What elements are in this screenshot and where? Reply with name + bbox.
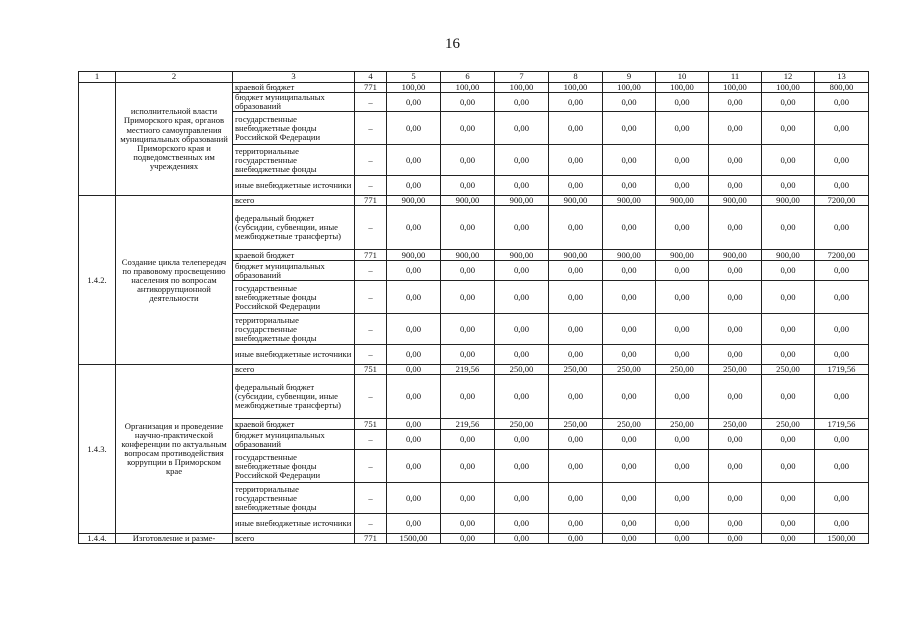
column-header: 3 (233, 72, 355, 83)
amount-cell: 250,00 (709, 419, 762, 430)
amount-cell: 0,00 (709, 483, 762, 514)
amount-cell: 0,00 (709, 345, 762, 365)
amount-cell: 0,00 (387, 375, 441, 419)
admin-code: 771 (355, 83, 387, 93)
table-header-row (79, 72, 869, 83)
funding-source: территориальные государственные внебюджетные фонды (233, 145, 355, 176)
amount-cell: 0,00 (656, 534, 709, 544)
amount-cell: 0,00 (387, 281, 441, 314)
admin-code: – (355, 345, 387, 365)
amount-cell: 0,00 (656, 112, 709, 145)
amount-cell: 900,00 (549, 250, 603, 261)
amount-cell: 0,00 (709, 430, 762, 450)
amount-cell: 250,00 (656, 419, 709, 430)
amount-cell: 0,00 (495, 345, 549, 365)
amount-cell: 0,00 (815, 112, 869, 145)
amount-cell: 0,00 (709, 206, 762, 250)
admin-code: – (355, 514, 387, 534)
amount-cell: 0,00 (549, 345, 603, 365)
column-header: 11 (709, 72, 762, 83)
funding-source: территориальные государственные внебюджетные фонды (233, 314, 355, 345)
funding-source: государственные внебюджетные фонды Российской Федерации (233, 450, 355, 483)
amount-cell: 0,00 (603, 430, 656, 450)
amount-cell: 0,00 (656, 450, 709, 483)
amount-cell: 0,00 (762, 534, 815, 544)
amount-cell: 0,00 (495, 375, 549, 419)
amount-cell: 0,00 (762, 314, 815, 345)
amount-cell: 0,00 (815, 483, 869, 514)
amount-cell: 0,00 (815, 345, 869, 365)
admin-code: – (355, 206, 387, 250)
funding-source: иные внебюджетные источники (233, 176, 355, 196)
amount-cell: 0,00 (815, 450, 869, 483)
admin-code: 771 (355, 534, 387, 544)
amount-cell: 0,00 (495, 261, 549, 281)
amount-cell: 0,00 (441, 261, 495, 281)
amount-cell: 0,00 (603, 281, 656, 314)
amount-cell: 0,00 (656, 145, 709, 176)
item-code: 1.4.2. (79, 196, 116, 365)
amount-cell: 0,00 (815, 314, 869, 345)
admin-code: – (355, 314, 387, 345)
amount-cell: 0,00 (495, 206, 549, 250)
amount-cell: 0,00 (709, 450, 762, 483)
funding-source: иные внебюджетные источники (233, 514, 355, 534)
amount-cell: 0,00 (603, 261, 656, 281)
column-header: 10 (656, 72, 709, 83)
item-title: Изготовление и разме- (116, 534, 233, 544)
admin-code: 751 (355, 365, 387, 375)
funding-source: федеральный бюджет (субсидии, субвенции, иные межбюджетные трансферты) (233, 375, 355, 419)
admin-code: – (355, 261, 387, 281)
amount-cell: 900,00 (709, 196, 762, 206)
admin-code: 771 (355, 196, 387, 206)
amount-cell: 0,00 (815, 375, 869, 419)
budget-table (78, 71, 869, 544)
amount-cell: 0,00 (441, 93, 495, 112)
amount-cell: 0,00 (387, 176, 441, 196)
table-row (79, 534, 869, 544)
amount-cell: 0,00 (441, 483, 495, 514)
amount-cell: 0,00 (656, 93, 709, 112)
amount-cell: 0,00 (603, 206, 656, 250)
amount-cell: 0,00 (762, 430, 815, 450)
amount-cell: 0,00 (709, 514, 762, 534)
table-row (79, 196, 869, 206)
amount-cell: 0,00 (762, 176, 815, 196)
amount-cell: 0,00 (815, 93, 869, 112)
column-header: 2 (116, 72, 233, 83)
amount-cell: 0,00 (387, 206, 441, 250)
admin-code: – (355, 145, 387, 176)
amount-cell: 1500,00 (387, 534, 441, 544)
item-title: Создание цикла телепередач по правовому просвещению населения по вопросам антикоррупционной деятельности (116, 196, 233, 365)
amount-cell: 0,00 (762, 375, 815, 419)
amount-cell: 0,00 (387, 450, 441, 483)
amount-cell: 0,00 (603, 345, 656, 365)
amount-cell: 100,00 (495, 83, 549, 93)
admin-code: – (355, 483, 387, 514)
amount-cell: 0,00 (549, 514, 603, 534)
amount-cell: 900,00 (709, 250, 762, 261)
amount-cell: 0,00 (762, 514, 815, 534)
amount-cell: 7200,00 (815, 250, 869, 261)
amount-cell: 900,00 (656, 250, 709, 261)
amount-cell: 0,00 (387, 483, 441, 514)
amount-cell: 0,00 (762, 206, 815, 250)
amount-cell: 250,00 (603, 365, 656, 375)
amount-cell: 0,00 (549, 450, 603, 483)
amount-cell: 250,00 (549, 419, 603, 430)
amount-cell: 0,00 (549, 483, 603, 514)
amount-cell: 800,00 (815, 83, 869, 93)
amount-cell: 0,00 (495, 112, 549, 145)
amount-cell: 0,00 (709, 314, 762, 345)
page-number: 16 (445, 36, 460, 52)
funding-source: всего (233, 534, 355, 544)
amount-cell: 0,00 (441, 430, 495, 450)
amount-cell: 100,00 (441, 83, 495, 93)
amount-cell: 0,00 (656, 430, 709, 450)
amount-cell: 0,00 (441, 450, 495, 483)
table-row (79, 365, 869, 375)
item-title: Организация и проведение научно-практической конференции по актуальным вопросам противодействия коррупции в Приморском крае (116, 365, 233, 534)
amount-cell: 900,00 (656, 196, 709, 206)
amount-cell: 900,00 (603, 250, 656, 261)
column-header: 5 (387, 72, 441, 83)
funding-source: иные внебюджетные источники (233, 345, 355, 365)
admin-code: – (355, 93, 387, 112)
amount-cell: 0,00 (549, 375, 603, 419)
admin-code: 771 (355, 250, 387, 261)
amount-cell: 0,00 (549, 145, 603, 176)
amount-cell: 0,00 (549, 112, 603, 145)
amount-cell: 0,00 (603, 145, 656, 176)
amount-cell: 0,00 (387, 419, 441, 430)
amount-cell: 0,00 (762, 261, 815, 281)
amount-cell: 1719,56 (815, 419, 869, 430)
amount-cell: 0,00 (495, 430, 549, 450)
amount-cell: 900,00 (762, 196, 815, 206)
amount-cell: 0,00 (656, 314, 709, 345)
amount-cell: 0,00 (603, 514, 656, 534)
funding-source: краевой бюджет (233, 419, 355, 430)
amount-cell: 0,00 (603, 375, 656, 419)
amount-cell: 0,00 (495, 176, 549, 196)
amount-cell: 0,00 (495, 514, 549, 534)
funding-source: краевой бюджет (233, 250, 355, 261)
amount-cell: 0,00 (709, 534, 762, 544)
amount-cell: 0,00 (495, 534, 549, 544)
amount-cell: 900,00 (441, 250, 495, 261)
amount-cell: 0,00 (762, 145, 815, 176)
amount-cell: 0,00 (441, 145, 495, 176)
amount-cell: 0,00 (495, 281, 549, 314)
amount-cell: 0,00 (815, 430, 869, 450)
amount-cell: 0,00 (603, 93, 656, 112)
amount-cell: 0,00 (656, 261, 709, 281)
amount-cell: 900,00 (603, 196, 656, 206)
amount-cell: 0,00 (441, 112, 495, 145)
amount-cell: 250,00 (603, 419, 656, 430)
amount-cell: 0,00 (387, 430, 441, 450)
amount-cell: 0,00 (762, 483, 815, 514)
amount-cell: 0,00 (656, 345, 709, 365)
amount-cell: 0,00 (441, 514, 495, 534)
amount-cell: 0,00 (549, 176, 603, 196)
amount-cell: 250,00 (495, 419, 549, 430)
funding-source: федеральный бюджет (субсидии, субвенции, иные межбюджетные трансферты) (233, 206, 355, 250)
amount-cell: 900,00 (441, 196, 495, 206)
amount-cell: 0,00 (495, 145, 549, 176)
funding-source: краевой бюджет (233, 83, 355, 93)
amount-cell: 0,00 (656, 514, 709, 534)
item-code (79, 83, 116, 196)
amount-cell: 250,00 (656, 365, 709, 375)
amount-cell: 0,00 (603, 534, 656, 544)
amount-cell: 0,00 (387, 514, 441, 534)
amount-cell: 0,00 (441, 534, 495, 544)
amount-cell: 0,00 (815, 261, 869, 281)
amount-cell: 900,00 (762, 250, 815, 261)
amount-cell: 0,00 (441, 206, 495, 250)
amount-cell: 0,00 (495, 314, 549, 345)
amount-cell: 100,00 (762, 83, 815, 93)
amount-cell: 0,00 (549, 93, 603, 112)
item-code: 1.4.3. (79, 365, 116, 534)
amount-cell: 0,00 (815, 145, 869, 176)
admin-code: – (355, 430, 387, 450)
amount-cell: 0,00 (387, 314, 441, 345)
amount-cell: 0,00 (441, 176, 495, 196)
amount-cell: 100,00 (387, 83, 441, 93)
amount-cell: 0,00 (709, 93, 762, 112)
admin-code: – (355, 281, 387, 314)
amount-cell: 0,00 (387, 261, 441, 281)
amount-cell: 219,56 (441, 365, 495, 375)
amount-cell: 0,00 (441, 281, 495, 314)
table-row (79, 83, 869, 93)
funding-source: территориальные государственные внебюджетные фонды (233, 483, 355, 514)
amount-cell: 0,00 (603, 314, 656, 345)
funding-source: государственные внебюджетные фонды Российской Федерации (233, 281, 355, 314)
amount-cell: 0,00 (656, 281, 709, 314)
amount-cell: 900,00 (387, 250, 441, 261)
amount-cell: 0,00 (656, 176, 709, 196)
amount-cell: 0,00 (549, 534, 603, 544)
amount-cell: 0,00 (815, 514, 869, 534)
amount-cell: 0,00 (656, 206, 709, 250)
amount-cell: 0,00 (656, 483, 709, 514)
amount-cell: 0,00 (387, 345, 441, 365)
amount-cell: 900,00 (495, 196, 549, 206)
amount-cell: 0,00 (709, 145, 762, 176)
amount-cell: 100,00 (549, 83, 603, 93)
table-body (79, 83, 869, 544)
amount-cell: 0,00 (603, 112, 656, 145)
amount-cell: 900,00 (495, 250, 549, 261)
amount-cell: 0,00 (762, 93, 815, 112)
amount-cell: 0,00 (762, 345, 815, 365)
amount-cell: 0,00 (495, 483, 549, 514)
amount-cell: 0,00 (549, 281, 603, 314)
amount-cell: 0,00 (441, 345, 495, 365)
amount-cell: 0,00 (815, 281, 869, 314)
amount-cell: 0,00 (387, 93, 441, 112)
amount-cell: 1719,56 (815, 365, 869, 375)
amount-cell: 250,00 (709, 365, 762, 375)
column-header: 13 (815, 72, 869, 83)
column-header: 7 (495, 72, 549, 83)
amount-cell: 0,00 (709, 261, 762, 281)
amount-cell: 900,00 (549, 196, 603, 206)
amount-cell: 0,00 (709, 112, 762, 145)
amount-cell: 900,00 (387, 196, 441, 206)
column-header: 8 (549, 72, 603, 83)
funding-source: бюджет муниципальных образований (233, 261, 355, 281)
admin-code: – (355, 112, 387, 145)
amount-cell: 100,00 (656, 83, 709, 93)
amount-cell: 0,00 (549, 314, 603, 345)
amount-cell: 0,00 (709, 281, 762, 314)
funding-source: государственные внебюджетные фонды Российской Федерации (233, 112, 355, 145)
amount-cell: 0,00 (709, 176, 762, 196)
amount-cell: 0,00 (387, 145, 441, 176)
amount-cell: 7200,00 (815, 196, 869, 206)
item-title: исполнительной власти Приморского края, органов местного самоуправления муниципальных образований Приморского края и подведомственных им учреждениях (116, 83, 233, 196)
column-header: 1 (79, 72, 116, 83)
amount-cell: 0,00 (549, 261, 603, 281)
amount-cell: 219,56 (441, 419, 495, 430)
amount-cell: 0,00 (495, 450, 549, 483)
amount-cell: 0,00 (495, 93, 549, 112)
amount-cell: 0,00 (387, 112, 441, 145)
amount-cell: 250,00 (495, 365, 549, 375)
admin-code: – (355, 176, 387, 196)
amount-cell: 0,00 (603, 450, 656, 483)
amount-cell: 0,00 (603, 176, 656, 196)
amount-cell: 0,00 (656, 375, 709, 419)
amount-cell: 0,00 (762, 112, 815, 145)
admin-code: – (355, 450, 387, 483)
amount-cell: 0,00 (815, 176, 869, 196)
amount-cell: 100,00 (709, 83, 762, 93)
admin-code: – (355, 375, 387, 419)
column-header: 6 (441, 72, 495, 83)
amount-cell: 250,00 (762, 419, 815, 430)
funding-source: всего (233, 365, 355, 375)
funding-source: бюджет муниципальных образований (233, 93, 355, 112)
admin-code: 751 (355, 419, 387, 430)
item-code: 1.4.4. (79, 534, 116, 544)
amount-cell: 250,00 (762, 365, 815, 375)
column-header: 9 (603, 72, 656, 83)
funding-source: бюджет муниципальных образований (233, 430, 355, 450)
column-header: 4 (355, 72, 387, 83)
amount-cell: 0,00 (549, 206, 603, 250)
amount-cell: 0,00 (441, 314, 495, 345)
amount-cell: 0,00 (762, 281, 815, 314)
amount-cell: 0,00 (441, 375, 495, 419)
amount-cell: 0,00 (549, 430, 603, 450)
amount-cell: 0,00 (815, 206, 869, 250)
amount-cell: 250,00 (549, 365, 603, 375)
amount-cell: 0,00 (603, 483, 656, 514)
amount-cell: 100,00 (603, 83, 656, 93)
amount-cell: 0,00 (709, 375, 762, 419)
amount-cell: 1500,00 (815, 534, 869, 544)
funding-source: всего (233, 196, 355, 206)
column-header: 12 (762, 72, 815, 83)
amount-cell: 0,00 (762, 450, 815, 483)
amount-cell: 0,00 (387, 365, 441, 375)
